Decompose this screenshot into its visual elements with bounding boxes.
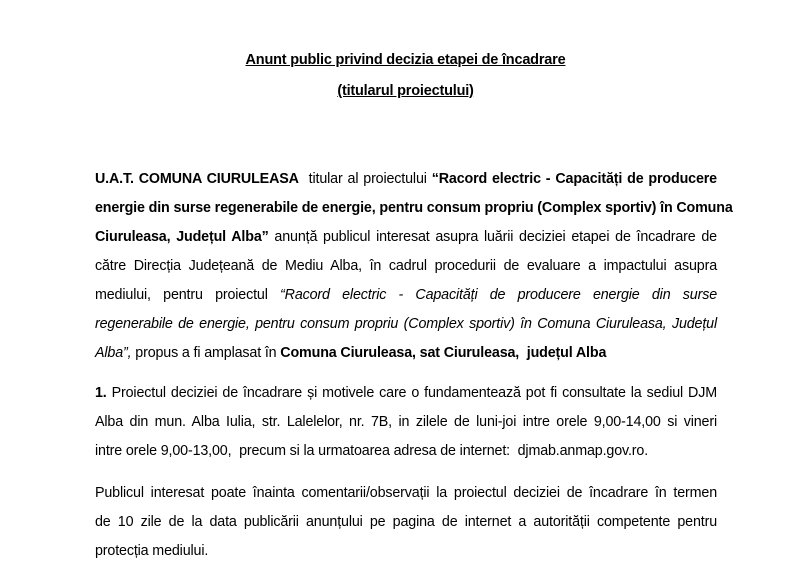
paragraph2-line3: intre orele 9,00-13,00, precum si la urmatoarea adresa de internet: djmab.anmap.gov.ro. [95, 443, 649, 459]
project-name: “Racord electric - Capacități de producere [431, 171, 717, 187]
paragraph1-line3: Ciuruleasa, Județul Alba” anunță publicul interesat asupra luării deciziei etapei de încadrare de [95, 229, 717, 245]
paragraph1-line6: regenerabile de energie, pentru consum propriu (Complex sportiv) în Comuna Ciuruleasa, Județul [95, 316, 717, 332]
item-number: 1. [95, 385, 107, 401]
entity-name: U.A.T. COMUNA CIURULEASA [95, 171, 299, 187]
document-title: Anunt public privind decizia etapei de încadrare [245, 52, 566, 68]
paragraph1-line1: U.A.T. COMUNA CIURULEASA titular al proiectului “Racord electric - Capacități de producere [95, 171, 717, 187]
document-subtitle: (titularul proiectului) [337, 83, 474, 99]
paragraph1-line4: către Direcția Județeană de Mediu Alba, în cadrul procedurii de evaluare a impactului asupra [95, 258, 717, 274]
paragraph2-line1: 1. Proiectul deciziei de încadrare și motivele care o fundamentează pot fi consultate la sediul DJM [95, 385, 717, 401]
location-name: Comuna Ciuruleasa, sat Ciuruleasa, județul Alba [280, 345, 607, 361]
paragraph3-line1: Publicul interesat poate înainta comentarii/observații la proiectul deciziei de încadrare în termen [95, 485, 717, 501]
paragraph2-line2: Alba din mun. Alba Iulia, str. Lalelelor, nr. 7B, in zilele de luni-joi intre orele 9,00-14,00 si vineri [95, 414, 717, 430]
paragraph1-line7: Alba”, propus a fi amplasat în Comuna Ciuruleasa, sat Ciuruleasa, județul Alba [95, 345, 607, 361]
paragraph1-line5: mediului, pentru proiectul “Racord electric - Capacități de producere energie din surse [95, 287, 717, 303]
paragraph3-line3: protecția mediului. [95, 543, 209, 559]
paragraph1-line2: energie din surse regenerabile de energie, pentru consum propriu (Complex sportiv) în Comuna [95, 200, 733, 216]
paragraph3-line2: de 10 zile de la data publicării anunțului pe pagina de internet a autorității competente pentru [95, 514, 717, 530]
